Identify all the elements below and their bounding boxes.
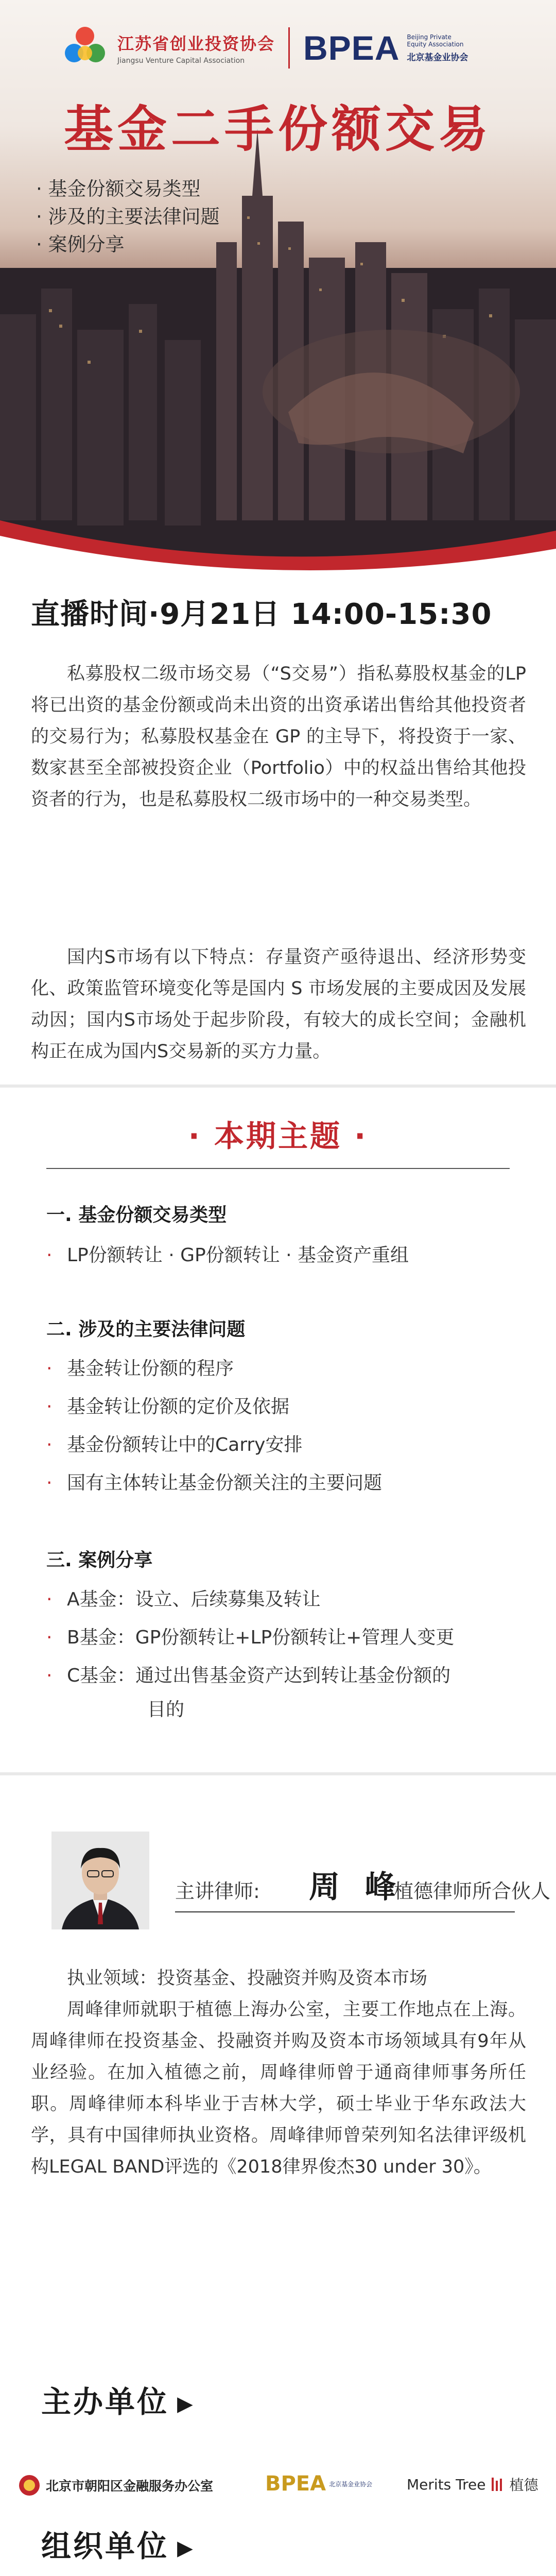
- hero-bullet: · 涉及的主要法律问题: [36, 206, 220, 228]
- speaker-bio: 周峰律师就职于植德上海办公室，主要工作地点在上海。周峰律师在投资基金、投融资并购及资本市场领域具有9年从业经验。在加入植德之前，周峰律师曾于通商律师事务所任职。周峰律师本科毕业于吉林大学，硕士毕业于华东政法大学，具有中国律师执业资格。周峰律师曾荣列知名法律评级机构LEGAL BAND评选的《2018律界俊杰30 under 30》。: [31, 1999, 526, 2177]
- theme-item-text: 基金份额转让中的Carry安排: [67, 1434, 303, 1455]
- jvca-logo-icon: [62, 25, 108, 71]
- theme-item: · 国有主体转让基金份额关注的主要问题: [46, 1472, 383, 1494]
- host-subname: 北京基金业协会: [329, 2480, 373, 2488]
- chaoyang-emblem-icon: [18, 2474, 41, 2497]
- theme-item: · LP份额转让 · GP份额转让 · 基金资产重组: [46, 1245, 409, 1266]
- tree-logo-icon: [489, 2476, 506, 2493]
- intro-paragraph-1: 私募股权二级市场交易（“S交易”）指私募股权基金的LP将已出资的基金份额或尚未出资的出资承诺出售给其他投资者的交易行为；私募股权基金在 GP 的主导下，将投资于一家、数家甚至全部被投资企业（Portfolio）中的权益出售给其他投资者的行为，也是私募股权二级市场中的一种交易类型。: [31, 664, 526, 810]
- speaker-underline: [175, 1911, 515, 1912]
- speaker-name: 周 峰: [309, 1869, 403, 1905]
- theme-section-2-heading: 二. 涉及的主要法律问题: [46, 1319, 246, 1340]
- theme-underline: [46, 1168, 510, 1169]
- play-triangle-icon: ▶: [177, 2536, 195, 2560]
- city-skyline-illustration: [0, 0, 556, 572]
- section-divider: [0, 1772, 556, 1775]
- hosts-heading-text: 主办单位: [41, 2384, 169, 2419]
- hero-bullet: · 基金份额交易类型: [36, 178, 201, 200]
- host-name: 植德: [509, 2477, 538, 2494]
- theme-item-text: A基金：设立、后续募集及转让: [67, 1589, 321, 1610]
- logo-bar: [62, 20, 468, 76]
- section-divider: [0, 1084, 556, 1088]
- hero-bullet: · 案例分享: [36, 233, 125, 256]
- theme-item: · B基金：GP份额转让+LP份额转让+管理人变更: [46, 1627, 455, 1648]
- speaker-practice-area: 执业领域：投资基金、投融资并购及资本市场: [67, 1968, 428, 1989]
- host-name: BPEA: [265, 2472, 326, 2496]
- organizers-heading: [41, 2522, 195, 2565]
- bpea-name-cn: 北京基金业协会: [407, 52, 468, 63]
- theme-item: · 基金份额转让中的Carry安排: [46, 1434, 303, 1455]
- theme-item: · 基金转让份额的定价及依据: [46, 1396, 290, 1417]
- theme-item-text: C基金：通过出售基金资产达到转让基金份额的: [67, 1665, 451, 1686]
- theme-item: · C基金：通过出售基金资产达到转让基金份额的: [46, 1665, 451, 1686]
- theme-item-text: 基金转让份额的程序: [67, 1358, 234, 1379]
- theme-title: · 本期主题 ·: [188, 1118, 368, 1154]
- live-time: 直播时间·9月21日 14:00-15:30: [31, 598, 492, 631]
- host-merits-tree: [407, 2474, 538, 2495]
- hero-title: 基金二手份额交易: [64, 100, 492, 158]
- theme-section-1-heading: 一. 基金份额交易类型: [46, 1205, 227, 1226]
- theme-item-continuation: 目的: [147, 1699, 185, 1720]
- hosts-logos-row: [0, 2463, 556, 2509]
- intro-paragraph-2: 国内S市场有以下特点：存量资产亟待退出、经济形势变化、政策监管环境变化等是国内 S 市场发展的主要成因及发展动因；国内S市场处于起步阶段，有较大的成长空间；金融机构正在成为国内S交易新的买方力量。: [31, 947, 526, 1062]
- hosts-heading: [41, 2378, 195, 2421]
- hero-bullets: [36, 175, 220, 259]
- theme-item-text: B基金：GP份额转让+LP份额转让+管理人变更: [67, 1627, 455, 1648]
- theme-section-3-heading: 三. 案例分享: [46, 1550, 153, 1571]
- speaker-title: 植德律师所合伙人: [394, 1880, 551, 1903]
- theme-item-text: LP份额转让 · GP份额转让 · 基金资产重组: [67, 1245, 409, 1266]
- logo-divider: [288, 27, 290, 69]
- hero-banner: [0, 0, 556, 572]
- bpea-en-line1: Beijing Private: [407, 33, 451, 41]
- theme-item-text: 基金转让份额的定价及依据: [67, 1396, 290, 1417]
- hero-wave-decoration: [0, 520, 556, 572]
- jvca-name-en: Jiangsu Venture Capital Association: [117, 57, 245, 65]
- host-name: 北京市朝阳区金融服务办公室: [46, 2479, 214, 2494]
- jvca-name-cn: 江苏省创业投资协会: [117, 34, 275, 54]
- host-name: Merits Tree: [407, 2476, 486, 2493]
- theme-item: · 基金转让份额的程序: [46, 1358, 234, 1379]
- bpea-logo: BPEA: [303, 29, 400, 67]
- host-bpea: [265, 2472, 372, 2496]
- theme-item: · A基金：设立、后续募集及转让: [46, 1589, 321, 1610]
- theme-item-text: 国有主体转让基金份额关注的主要问题: [67, 1472, 383, 1494]
- play-triangle-icon: ▶: [177, 2392, 195, 2416]
- bpea-en-line2: Equity Association: [407, 40, 464, 48]
- organizers-heading-text: 组织单位: [41, 2529, 169, 2564]
- speaker-photo: [51, 1832, 149, 1929]
- host-chaoyang: [18, 2474, 213, 2497]
- speaker-label: 主讲律师:: [175, 1880, 260, 1903]
